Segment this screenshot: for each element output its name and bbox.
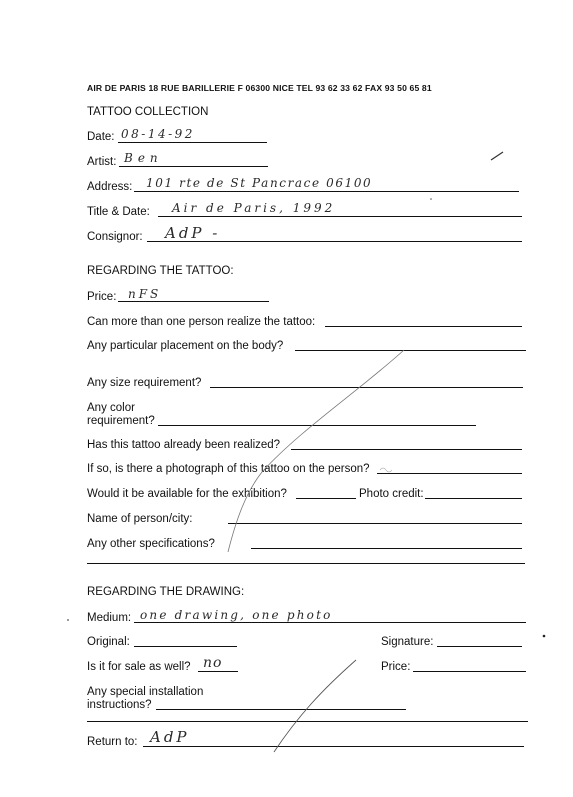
- size-label: Any size requirement?: [87, 377, 202, 389]
- title-date-label: Title & Date:: [87, 206, 150, 218]
- installation-label-line2: instructions?: [87, 699, 152, 711]
- date-label: Date:: [87, 131, 115, 143]
- date-value: 08-14-92: [121, 127, 195, 141]
- ink-dot: [543, 635, 546, 638]
- address-label: Address:: [87, 181, 133, 193]
- address-value: 101 rte de St Pancrace 06100: [146, 176, 373, 190]
- medium-label: Medium:: [87, 612, 132, 624]
- exhibition-label: Would it be available for the exhibition?: [87, 488, 287, 500]
- consignor-value: AdP -: [165, 224, 221, 242]
- pen-squiggle: [380, 468, 392, 472]
- tattoo-price-label: Price:: [87, 291, 117, 303]
- letterhead-address: AIR DE PARIS 18 RUE BARILLERIE F 06300 NICE TEL 93 62 33 62 FAX 93 50 65 81: [87, 83, 432, 93]
- placement-label: Any particular placement on the body?: [87, 340, 284, 352]
- for-sale-value: no: [203, 655, 223, 671]
- drawing-price-label: Price:: [381, 661, 411, 673]
- return-to-label: Return to:: [87, 736, 138, 748]
- pen-stroke-upper: [228, 350, 404, 552]
- photo-credit-label: Photo credit:: [359, 488, 424, 500]
- photo-label: If so, is there a photograph of this tattoo on the person?: [87, 463, 370, 475]
- artist-label: Artist:: [87, 156, 117, 168]
- medium-value: one drawing, one photo: [140, 608, 333, 622]
- color-label-line1: Any color: [87, 402, 135, 414]
- pen-tick-mark: [491, 152, 503, 160]
- consignor-label: Consignor:: [87, 231, 143, 243]
- realized-label: Has this tattoo already been realized?: [87, 439, 281, 451]
- for-sale-label: Is it for sale as well?: [87, 661, 191, 673]
- installation-label-line1: Any special installation: [87, 686, 204, 698]
- realize-label: Can more than one person realize the tattoo:: [87, 316, 316, 328]
- artist-value: Ben: [124, 151, 163, 165]
- pen-stroke-lower: [274, 660, 356, 752]
- original-label: Original:: [87, 636, 130, 648]
- drawing-section-heading: REGARDING THE DRAWING:: [87, 586, 245, 598]
- return-to-value: AdP: [150, 728, 190, 746]
- scan-speck: [67, 619, 69, 621]
- tattoo-section-heading: REGARDING THE TATTOO:: [87, 265, 234, 277]
- signature-label: Signature:: [381, 636, 434, 648]
- color-label-line2: requirement?: [87, 415, 155, 427]
- title-date-value: Air de Paris, 1992: [172, 201, 336, 215]
- form-title: TATTOO COLLECTION: [87, 106, 209, 118]
- tattoo-price-value: nFS: [128, 287, 162, 301]
- other-specs-label: Any other specifications?: [87, 538, 215, 550]
- scan-speck: [430, 198, 432, 200]
- person-city-label: Name of person/city:: [87, 513, 193, 525]
